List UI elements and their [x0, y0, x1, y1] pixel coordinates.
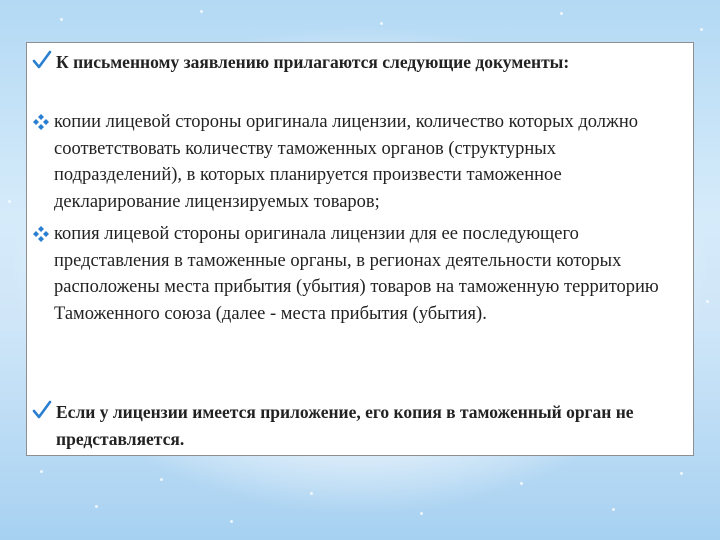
- background-sparkle: [706, 300, 709, 303]
- background-sparkle: [420, 512, 423, 515]
- background-sparkle: [95, 505, 98, 508]
- background-sparkle: [310, 492, 313, 495]
- background-sparkle: [8, 200, 11, 203]
- slide-content-panel: [26, 42, 694, 456]
- diamond-item-text: копия лицевой стороны оригинала лицензии для ее последующего представления в таможенные органы, в регионах деятельности которых расположены места прибытия (убытия) товаров на таможенную территорию Таможенного союза (далее - места прибытия (убытия).: [54, 224, 659, 324]
- background-sparkle: [680, 472, 683, 475]
- background-sparkle: [40, 470, 43, 473]
- check-item-attachment: [32, 399, 687, 452]
- background-sparkle: [560, 12, 563, 15]
- background-sparkle: [520, 482, 523, 485]
- background-sparkle: [160, 478, 163, 481]
- four-diamond-bullet-icon: [32, 221, 54, 243]
- diamond-item-copy-representation: [32, 221, 687, 327]
- background-sparkle: [380, 22, 383, 25]
- background-sparkle: [60, 18, 63, 21]
- checkmark-icon: [32, 399, 54, 421]
- four-diamond-bullet-icon: [32, 109, 54, 131]
- background-sparkle: [200, 10, 203, 13]
- background-sparkle: [612, 508, 615, 511]
- diamond-item-text: копии лицевой стороны оригинала лицензии, количество которых должно соответствовать количеству таможенных органов (структурных подразделений), в которых планируется произвести таможенное декларирование лицензируемых товаров;: [54, 112, 638, 212]
- background-sparkle: [700, 28, 703, 31]
- check-item-intro: [32, 49, 687, 76]
- check-item-text: К письменному заявлению прилагаются следующие документы:: [56, 52, 570, 72]
- checkmark-icon: [32, 49, 54, 71]
- background-sparkle: [230, 520, 233, 523]
- check-item-text: Если у лицензии имеется приложение, его копия в таможенный орган не представляется.: [56, 402, 634, 449]
- diamond-item-copies-front: [32, 109, 687, 215]
